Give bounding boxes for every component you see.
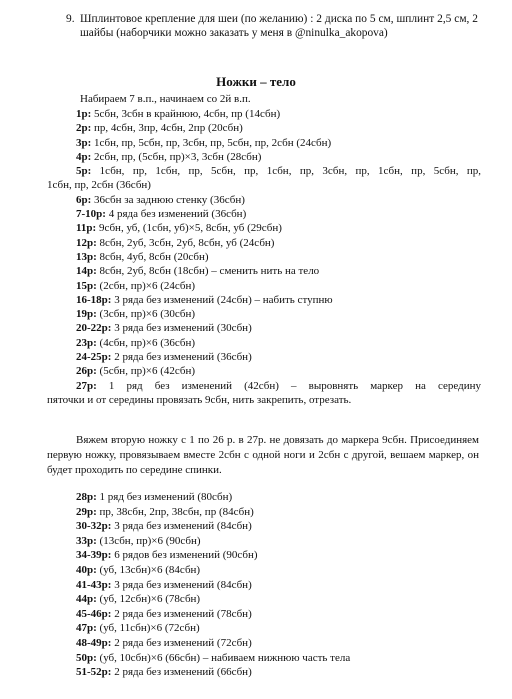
row-text: 3 ряда без изменений (24сбн) – набить ступню	[111, 293, 333, 306]
row-line	[76, 651, 350, 666]
row-text: 3 ряда без изменений (30сбн)	[111, 322, 252, 335]
row-text: 6 рядов без изменений (90сбн)	[111, 549, 258, 562]
row-label: 14р:	[76, 265, 97, 278]
row-label: 5р:	[76, 165, 92, 178]
row-line	[47, 136, 481, 150]
row-line	[47, 279, 481, 293]
row-label: 19р:	[76, 308, 97, 321]
list-number: 9.	[66, 13, 75, 25]
row-line-continuation	[47, 178, 481, 192]
row-text: 1сбн, пр, 2сбн (36сбн)	[47, 179, 151, 192]
intro-line: Набираем 7 в.п., начинаем со 2й в.п.	[80, 93, 251, 105]
row-label: 3р:	[76, 136, 92, 149]
row-text: 3 ряда без изменений (84сбн)	[111, 578, 252, 591]
row-line	[76, 665, 350, 680]
row-label: 45-46р:	[76, 607, 112, 620]
row-text: 5сбн, 3сбн в крайнюю, 4сбн, пр (14сбн)	[91, 108, 281, 120]
row-line	[47, 364, 481, 378]
row-text: пяточки и от середины провязать 9сбн, нить закрепить, отрезать.	[47, 393, 352, 406]
row-line	[47, 150, 481, 164]
row-line	[47, 307, 481, 321]
row-text: (5сбн, пр)×6 (42сбн)	[96, 365, 196, 378]
row-line	[76, 636, 350, 651]
row-label: 47р:	[76, 622, 97, 635]
row-text: (13сбн, пр)×6 (90сбн)	[96, 534, 201, 547]
row-line	[47, 164, 481, 178]
row-label: 50р:	[76, 651, 97, 664]
row-line	[47, 107, 481, 121]
row-text: (4сбн, пр)×6 (36сбн)	[96, 336, 196, 349]
row-line	[47, 121, 481, 135]
row-line	[47, 336, 481, 350]
row-label: 1р:	[76, 108, 92, 120]
row-label: 26р:	[76, 365, 97, 378]
row-label: 2р:	[76, 122, 92, 135]
row-line	[76, 548, 350, 563]
row-text: 8сбн, 4уб, 8сбн (20сбн)	[96, 250, 209, 263]
row-label: 41-43р:	[76, 578, 112, 591]
row-line	[76, 534, 350, 549]
row-line	[47, 207, 481, 221]
row-text: 3 ряда без изменений (84сбн)	[111, 520, 252, 533]
row-label: 33р:	[76, 534, 97, 547]
row-text: 2сбн, пр, (5сбн, пр)×3, 3сбн (28сбн)	[91, 150, 262, 163]
row-text: (уб, 10сбн)×6 (66сбн) – набиваем нижнюю часть тела	[96, 651, 351, 664]
row-text: 1 ряд без изменений (80сбн)	[96, 491, 233, 503]
row-text: 2 ряда без изменений (66сбн)	[111, 666, 252, 679]
row-label: 15р:	[76, 279, 97, 292]
list-item-text: Шплинтовое крепление для шеи (по желанию) : 2 диска по 5 см, шплинт 2,5 см, 2 шайбы (наборчики можно заказать у меня в @ninulka_akopova)	[80, 13, 478, 40]
row-label: 16-18р:	[76, 293, 112, 306]
second-leg-paragraph	[47, 433, 479, 477]
row-line	[47, 293, 481, 307]
row-label: 4р:	[76, 150, 92, 163]
row-label: 44р:	[76, 593, 97, 606]
row-label: 51-52р:	[76, 666, 112, 679]
row-label: 48-49р:	[76, 636, 112, 649]
row-label: 34-39р:	[76, 549, 112, 562]
row-line-continuation	[47, 393, 481, 407]
row-label: 7-10р:	[76, 208, 106, 221]
row-text: (уб, 13сбн)×6 (84сбн)	[96, 563, 201, 576]
row-text: 1сбн, пр, 5сбн, пр, 3сбн, пр, 5сбн, пр, 2сбн (24сбн)	[91, 136, 332, 149]
row-line	[47, 236, 481, 250]
row-label: 12р:	[76, 236, 97, 249]
row-label: 29р:	[76, 505, 97, 518]
row-text: 8сбн, 2уб, 3сбн, 2уб, 8сбн, уб (24сбн)	[96, 236, 275, 249]
row-line	[47, 379, 481, 393]
paragraph-line-1: Вяжем вторую ножку с 1 по 26 р. в 27р. не довязать до маркера 9сбн.	[76, 434, 407, 446]
row-line	[76, 490, 350, 505]
row-text: (уб, 12сбн)×6 (78сбн)	[96, 593, 201, 606]
row-label: 6р:	[76, 193, 92, 206]
paragraph-text	[47, 433, 479, 477]
list-item-9	[66, 12, 478, 40]
row-text: 2 ряда без изменений (78сбн)	[111, 607, 252, 620]
row-line	[76, 505, 350, 520]
row-text: 9сбн, уб, (1сбн, уб)×5, 8сбн, уб (29сбн)	[96, 222, 282, 235]
rows-block-2	[76, 490, 350, 680]
row-label: 40р:	[76, 563, 97, 576]
row-text: пр, 4сбн, 3пр, 4сбн, 2пр (20сбн)	[91, 122, 243, 135]
row-line	[76, 563, 350, 578]
row-label: 13р:	[76, 250, 97, 263]
row-line	[47, 350, 481, 364]
row-text: 2 ряда без изменений (36сбн)	[111, 351, 252, 364]
row-label: 27р:	[76, 379, 97, 392]
row-text: 1 ряд без изменений (42сбн) – выровнять маркер на середину	[96, 379, 481, 392]
row-text: (уб, 11сбн)×6 (72сбн)	[96, 622, 200, 635]
row-text: пр, 38сбн, 2пр, 38сбн, пр (84сбн)	[96, 505, 254, 518]
rows-block-1	[47, 107, 481, 407]
row-line	[47, 264, 481, 278]
row-label: 20-22р:	[76, 322, 112, 335]
row-text: 4 ряда без изменений (36сбн)	[105, 208, 247, 221]
row-line	[76, 607, 350, 622]
row-label: 30-32р:	[76, 520, 112, 533]
paragraph-rest: Присоединяем первую ножку, провязываем вместе 2сбн с одной ноги и 2сбн с другой, вешаем маркер, он будет проходить по середине спинки.	[47, 434, 480, 476]
row-text: (2сбн, пр)×6 (24сбн)	[96, 279, 196, 292]
row-line	[47, 250, 481, 264]
row-line	[76, 621, 350, 636]
row-text: (3сбн, пр)×6 (30сбн)	[96, 308, 196, 321]
row-text: 8сбн, 2уб, 8сбн (18сбн) – сменить нить на тело	[96, 265, 320, 278]
row-text: 1сбн, пр, 1сбн, пр, 5сбн, пр, 1сбн, пр, 3сбн, пр, 1сбн, пр, 5сбн, пр,	[91, 165, 481, 178]
section-title: Ножки – тело	[216, 74, 296, 89]
row-label: 28р:	[76, 491, 97, 503]
row-label: 24-25р:	[76, 351, 112, 364]
row-line	[47, 193, 481, 207]
row-line	[47, 221, 481, 235]
row-label: 11р:	[76, 222, 97, 235]
row-text: 36сбн за заднюю стенку (36сбн)	[91, 193, 245, 206]
row-text: 2 ряда без изменений (72сбн)	[111, 636, 252, 649]
row-line	[76, 519, 350, 534]
row-line	[76, 578, 350, 593]
row-line	[76, 592, 350, 607]
row-line	[47, 321, 481, 335]
row-label: 23р:	[76, 336, 97, 349]
